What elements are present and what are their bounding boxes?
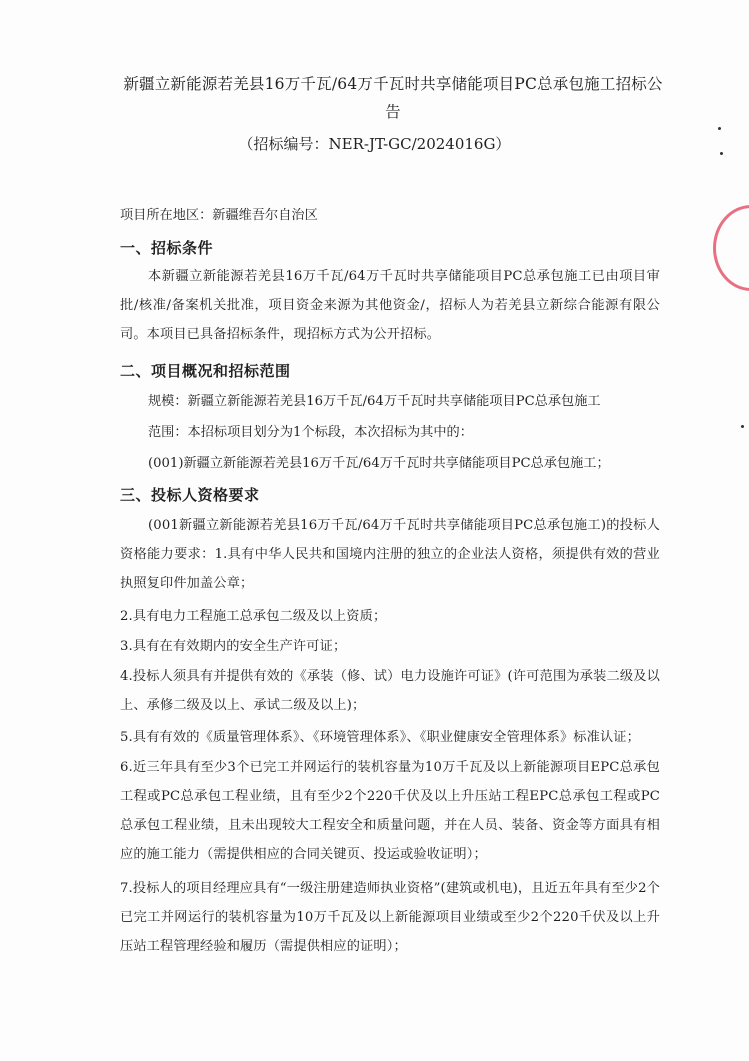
- section-2-heading: 二、项目概况和招标范围: [120, 362, 291, 380]
- seal-stamp-edge: [713, 205, 749, 291]
- section-2-scale: 规模：新疆立新能源若羌县16万千瓦/64万千瓦时共享储能项目PC总承包施工: [148, 394, 601, 409]
- section-2-scope: 范围：本招标项目划分为1个标段，本次招标为其中的：: [148, 425, 473, 440]
- section-3-heading: 三、投标人资格要求: [120, 486, 260, 504]
- section-3-intro: (001新疆立新能源若羌县16万千瓦/64万千瓦时共享储能项目PC总承包施工)的投标人资格能力要求：1.具有中华人民共和国境内注册的独立的企业法人资格，须提供有效的营业执照复印件加盖公章；: [120, 518, 660, 591]
- section-3-item-2: 2.具有电力工程施工总承包二级及以上资质；: [120, 609, 387, 624]
- scan-dot: [718, 127, 721, 130]
- section-1-text: 本新疆立新能源若羌县16万千瓦/64万千瓦时共享储能项目PC总承包施工已由项目审批/核准/备案机关批准，项目资金来源为其他资金/，招标人为若羌县立新综合能源有限公司。本项目已具备招标条件，现招标方式为公开招标。: [120, 269, 660, 342]
- section-3-item-4: 4.投标人须具有并提供有效的《承装（修、试）电力设施许可证》(许可范围为承装二级及以上、承修二级及以上、承试二级及以上)；: [120, 669, 660, 713]
- section-3-item-7: 7.投标人的项目经理应具有“一级注册建造师执业资格”(建筑或机电)，且近五年具有至少2个已完工并网运行的装机容量为10万千瓦及以上新能源项目业绩或至少2个220千伏及以上升压站工程管理经验和履历（需提供相应的证明）；: [120, 881, 660, 954]
- document-title: 新疆立新能源若羌县16万千瓦/64万千瓦时共享储能项目PC总承包施工招标公告: [123, 75, 663, 121]
- scan-dot: [720, 152, 723, 155]
- bid-number: （招标编号：NER-JT-GC/2024016G）: [238, 135, 511, 153]
- section-3-item-6: 6.近三年具有至少3个已完工并网运行的装机容量为10万千瓦及以上新能源项目EPC总承包工程或PC总承包工程业绩，且有至少2个220千伏及以上升压站工程EPC总承包工程或PC总承包工程业绩，且未出现较大工程安全和质量问题，并在人员、装备、资金等方面具有相应的施工能力（需提供相应的合同关键页、投运或验收证明）；: [120, 760, 660, 862]
- section-2-lot: (001)新疆立新能源若羌县16万千瓦/64万千瓦时共享储能项目PC总承包施工；: [148, 456, 610, 471]
- project-region: 项目所在地区：新疆维吾尔自治区: [120, 208, 318, 223]
- scan-dot: [741, 425, 744, 428]
- section-3-item-3: 3.具有在有效期内的安全生产许可证；: [120, 639, 347, 654]
- section-1-heading: 一、招标条件: [120, 239, 214, 257]
- section-3-item-5: 5.具有有效的《质量管理体系》、《环境管理体系》、《职业健康安全管理体系》标准认证；: [120, 730, 640, 745]
